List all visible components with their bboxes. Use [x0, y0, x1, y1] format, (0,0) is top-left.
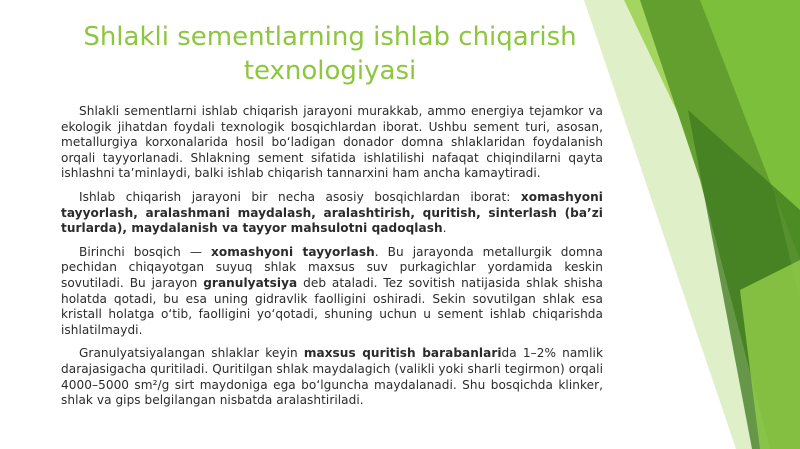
paragraph — [61, 190, 603, 237]
bold-term: xomashyoni tayyorlash — [211, 244, 375, 259]
page-title — [40, 20, 620, 88]
title-line-1: Shlakli sementlarning ishlab chiqarish — [83, 22, 577, 52]
paragraph — [61, 104, 603, 182]
paragraph — [61, 245, 603, 339]
paragraph-text: Birinchi bosqich — — [79, 244, 212, 259]
title-line-2: texnologiyasi — [243, 56, 417, 86]
bold-term: granulyatsiya — [203, 275, 298, 290]
paragraph-text: da 1–2% namlik darajasigacha quritiladi. Quritilgan shlak maydalagich (valikli yoki sharli tegirmon) orqali 4000–5000 sm²/g sirt maydoniga ega bo‘lguncha maydalanadi. Shu bosqichda klinker, shlak va gips belgilangan nisbatda aralashtiriladi. — [61, 346, 603, 408]
paragraph — [61, 346, 603, 408]
bold-term: xomashyoni tayyorlash, aralashmani maydalash, aralashtirish, quritish, sinterlash (ba’zi turlarda), maydalanish va tayyor mahsulotni qadoqlash — [61, 189, 603, 236]
paragraph-text: Shlakli sementlarni ishlab chiqarish jarayoni murakkab, ammo energiya tejamkor va ekologik jihatdan foydali texnologik bosqichlardan iborat. Ushbu sement turi, asosan, metallurgiya korxonalarida hosil bo‘ladigan donador domna shlaklaridan foydalanish orqali tayyorlanadi. Shlakning sement sifatida ishlatilishi nafaqat chiqindilarni qayta ishlashni ta’minlaydi, balki ishlab chiqarish tannarxini ham ancha kamaytiradi. — [61, 104, 603, 181]
paragraph-text: . — [442, 221, 447, 236]
paragraph-text: Ishlab chiqarish jarayoni bir necha asosiy bosqichlardan iborat: — [79, 189, 521, 204]
paragraph-text: Granulyatsiyalangan shlaklar keyin — [79, 346, 304, 361]
bold-term: maxsus quritish barabanlari — [303, 346, 502, 361]
paragraph-text: . Bu jarayonda metallurgik domna pechidan chiqayotgan suyuq shlak maxsus suv purkagichlar yordamida keskin sovutiladi. Bu jarayon — [61, 244, 603, 290]
paragraph-text: deb ataladi. Tez sovitish natijasida shlak shisha holatda qotadi, bu esa uning gidravlik faolligini oshiradi. Sekin sovutilgan shlak esa kristall holatga o‘tib, faolligini yo‘qotadi, shuning uchun u sement ishlab chiqarishda ishlatilmaydi. — [61, 275, 604, 337]
body-text — [61, 104, 603, 417]
